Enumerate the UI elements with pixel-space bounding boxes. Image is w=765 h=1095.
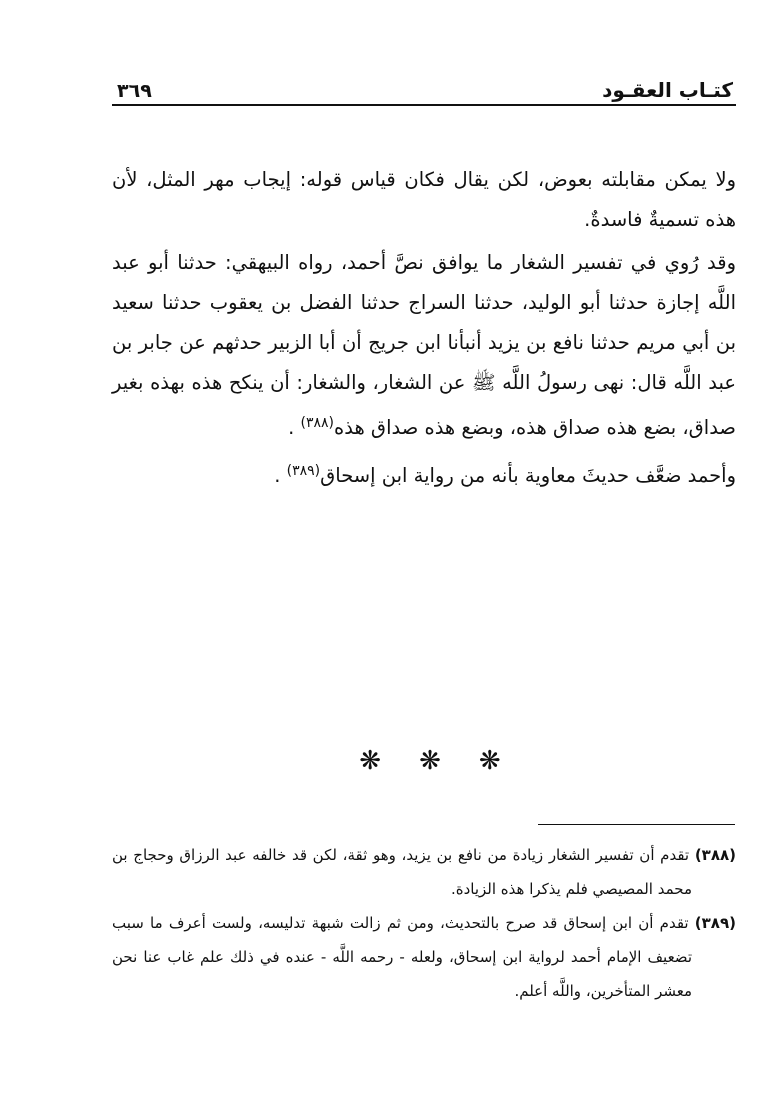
separator-star-icon: ❋ [419, 746, 441, 776]
paragraph-3 [112, 451, 736, 496]
main-text [112, 160, 736, 496]
footnote-text: تقدم أن ابن إسحاق قد صرح بالتحديث، ومن ثم زالت شبهة تدليسه، ولست أعرف ما سبب تضعيف الإمام أحمد لرواية ابن إسحاق، ولعله - رحمه اللَّه - عنده في ذلك علم غاب عنا نحن معشر المتأخرين، واللَّه أعلم. [112, 914, 692, 1000]
paragraph-3-end: . [274, 464, 281, 487]
paragraph-2 [112, 243, 736, 448]
separator-star-icon: ❋ [359, 746, 382, 776]
running-title: كتـاب العقـود [602, 78, 733, 102]
footnote-388 [112, 838, 736, 906]
section-separator [330, 746, 530, 776]
paragraph-1: ولا يمكن مقابلته بعوض، لكن يقال فكان قياس قوله: إيجاب مهر المثل، لأن هذه تسميةٌ فاسدةٌ. [112, 168, 736, 231]
paragraph-3-text: وأحمد ضعَّف حديثَ معاوية بأنه من رواية ابن إسحاق [320, 464, 736, 487]
running-header [115, 70, 733, 102]
footnotes [112, 838, 736, 1008]
footnote-rule [538, 824, 735, 825]
footnote-389 [112, 906, 736, 1008]
header-rule [112, 104, 736, 106]
footnote-number: (٣٨٩) [694, 914, 736, 932]
page-number: ٣٦٩ [117, 80, 152, 102]
paragraph-2-text: وقد رُوي في تفسير الشغار ما يوافق نصَّ أحمد، رواه البيهقي: حدثنا أبو عبد اللَّه إجازة حدثنا أبو الوليد، حدثنا السراج حدثنا الفضل بن يعقوب حدثنا سعيد بن أبي مريم حدثنا نافع بن يزيد أنبأنا ابن جريج أن أبا الزبير حدثهم عن جابر بن عبد اللَّه قال: نهى رسولُ اللَّه ﷺ عن الشغار، والشغار: أن ينكح هذه بهذه بغير صداق، بضع هذه صداق هذه، وبضع هذه صداق هذه [112, 251, 736, 439]
separator-star-icon: ❋ [478, 746, 501, 776]
footnote-number: (٣٨٨) [694, 846, 736, 864]
footnote-text: تقدم أن تفسير الشغار زيادة من نافع بن يزيد، وهو ثقة، لكن قد خالفه عبد الرزاق وحجاج بن محمد المصيصي فلم يذكرا هذه الزيادة. [112, 846, 692, 898]
paragraph-2-end: . [288, 416, 295, 439]
footnote-ref-389: (٣٨٩) [286, 463, 321, 479]
footnote-ref-388: (٣٨٨) [300, 415, 334, 431]
